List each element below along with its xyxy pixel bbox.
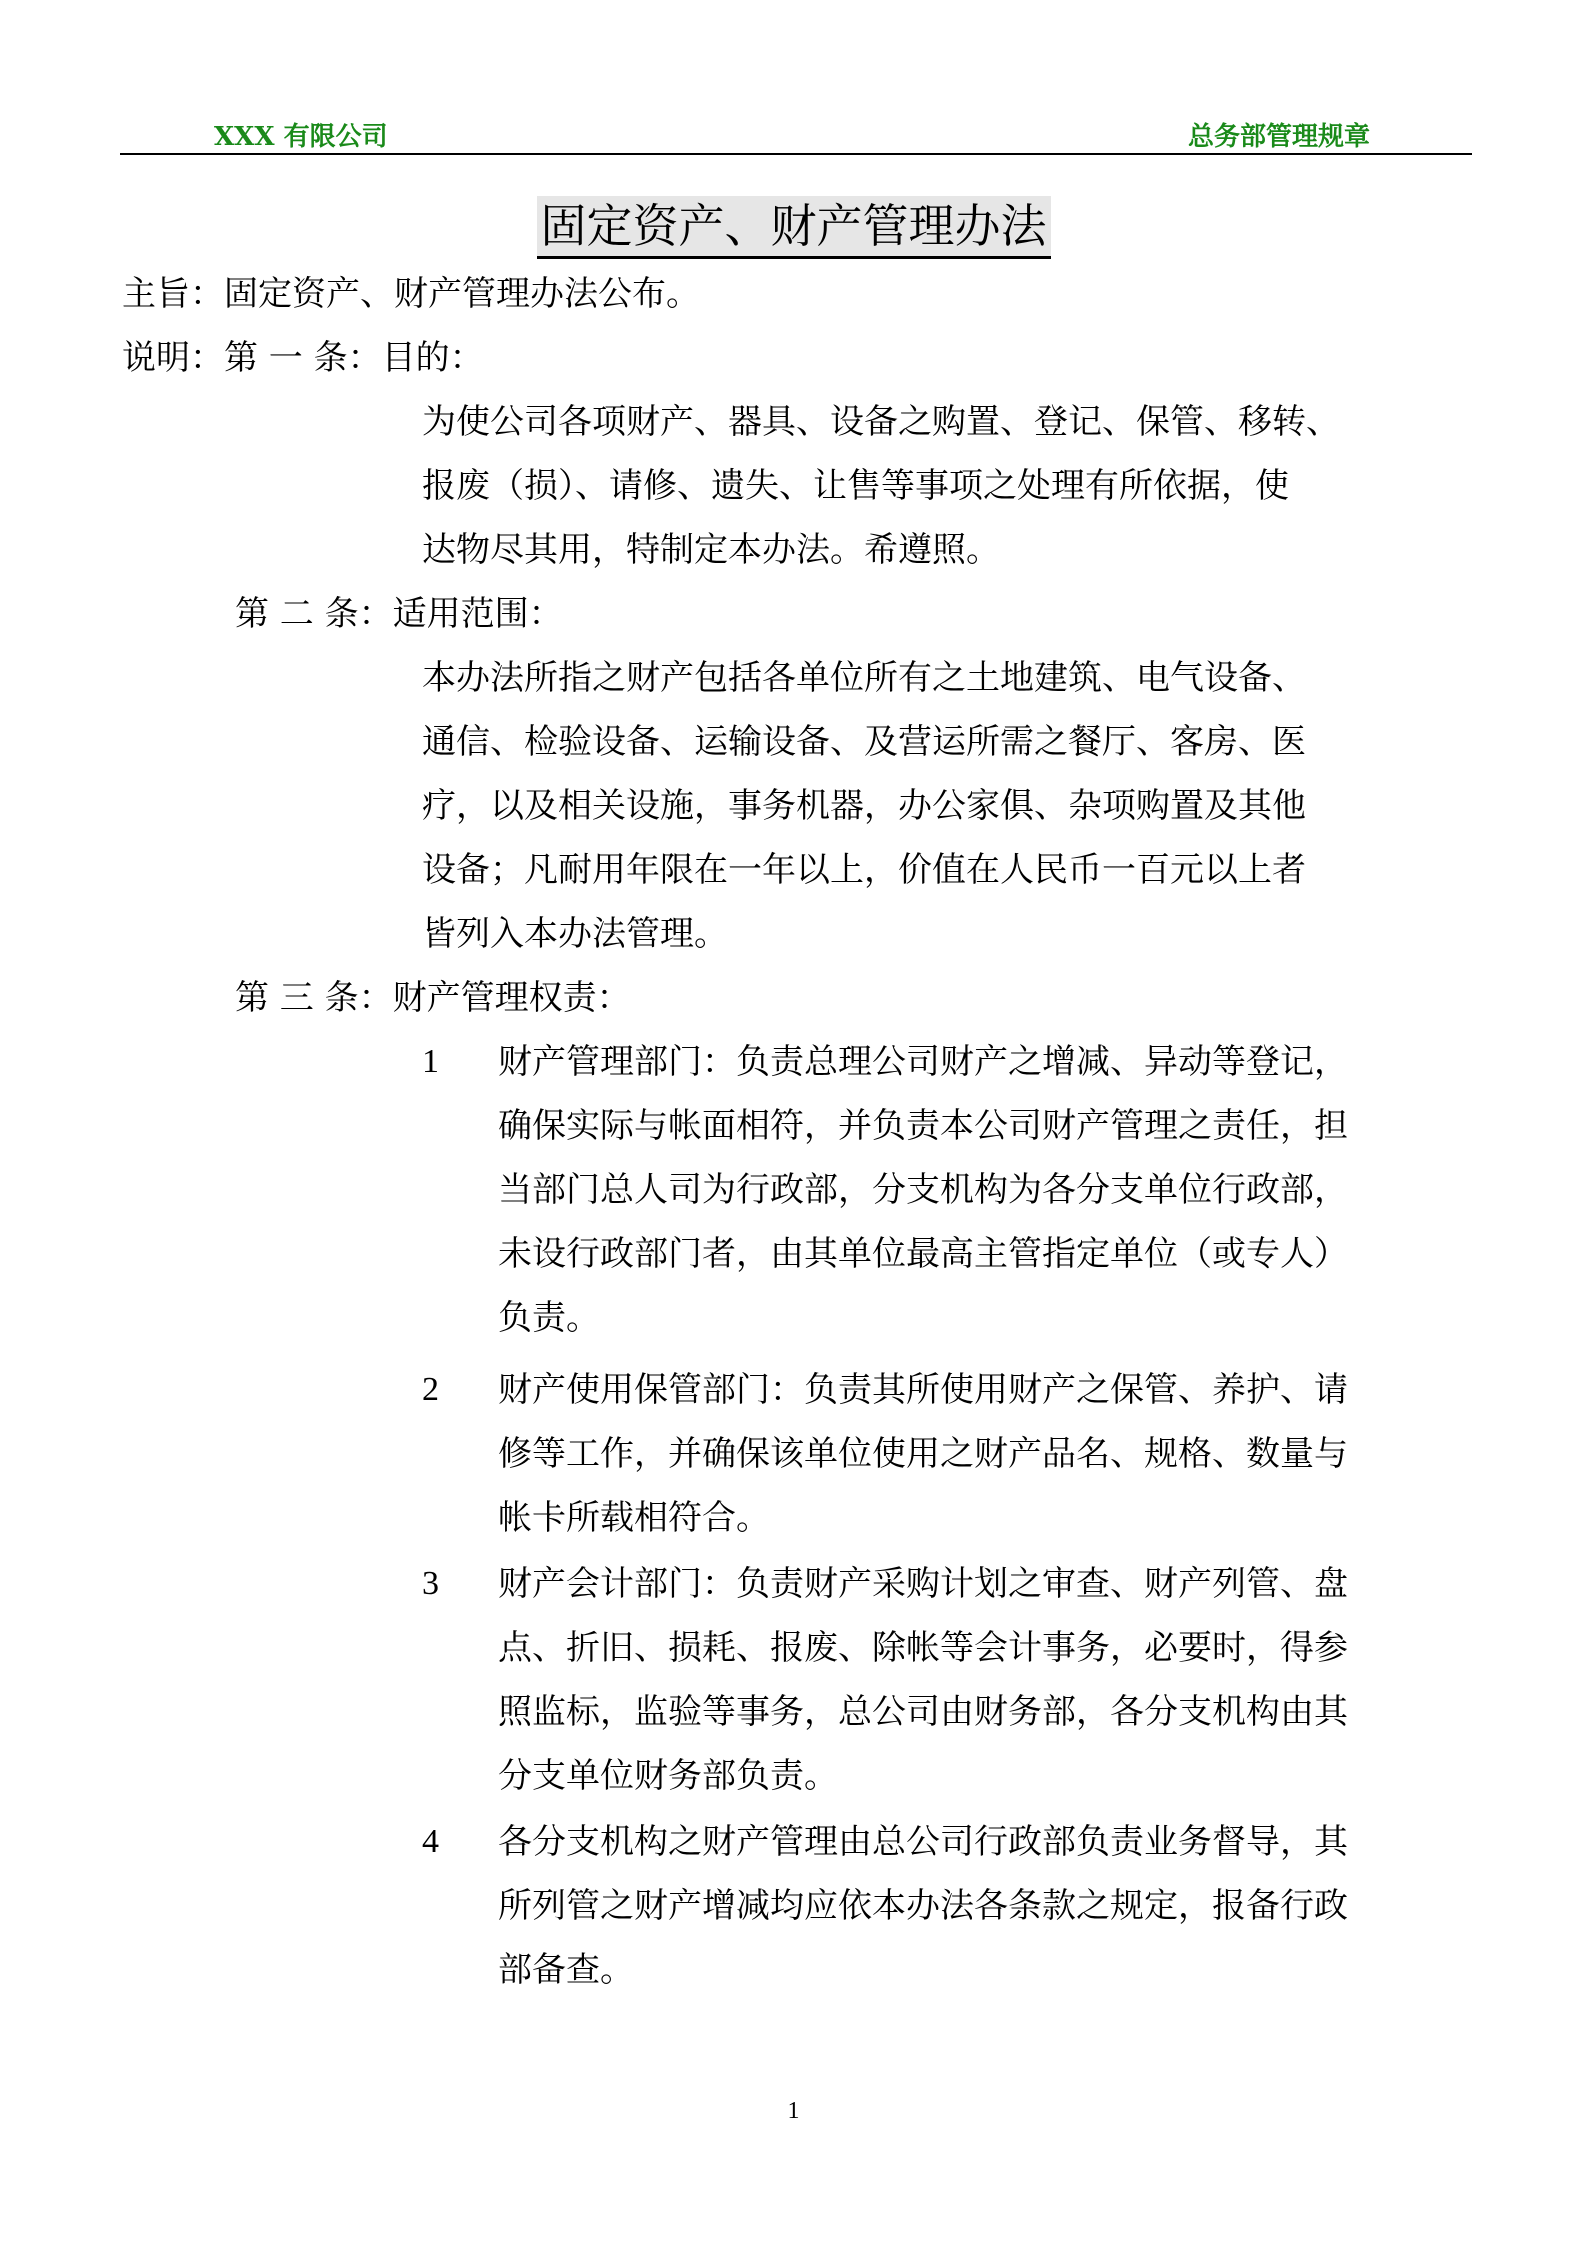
article-1-line: 达物尽其用，特制定本办法。希遵照。 [422,530,1000,570]
article-1-line: 报废（损）、请修、遗失、让售等事项之处理有所依据，使 [422,466,1289,506]
item-1-line: 未设行政部门者，由其单位最高主管指定单位（或专人） [498,1234,1348,1274]
item-1-line: 确保实际与帐面相符，并负责本公司财产管理之责任，担 [498,1106,1348,1146]
article-2-line: 疗，以及相关设施，事务机器，办公家俱、杂项购置及其他 [422,786,1306,826]
company-name: XXX 有限公司 [214,122,388,152]
article-1-heading: 说明：第 一 条：目的： [122,338,484,378]
article-2-line: 设备；凡耐用年限在一年以上，价值在人民币一百元以上者 [422,850,1306,890]
item-1-line: 当部门总人司为行政部，分支机构为各分支单位行政部， [498,1170,1348,1210]
item-number: 3 [422,1565,439,1602]
item-1-line: 负责。 [498,1298,600,1338]
article-2-heading: 第 二 条：适用范围： [235,594,563,634]
header-divider [120,153,1472,155]
item-3-line: 分支单位财务部负责。 [498,1756,838,1796]
item-4-line: 部备查。 [498,1950,634,1990]
item-3-line: 财产会计部门：负责财产采购计划之审查、财产列管、盘 [498,1564,1348,1604]
item-4-line: 各分支机构之财产管理由总公司行政部负责业务督导，其 [498,1822,1348,1862]
item-3-line: 照监标，监验等事务，总公司由财务部，各分支机构由其 [498,1692,1348,1732]
title-container [0,196,1587,259]
item-2-line: 修等工作，并确保该单位使用之财产品名、规格、数量与 [498,1434,1348,1474]
purpose-line: 主旨：固定资产、财产管理办法公布。 [122,274,700,314]
item-number: 2 [422,1371,439,1408]
article-1-line: 为使公司各项财产、器具、设备之购置、登记、保管、移转、 [422,402,1340,442]
page-header [120,112,1472,156]
article-3-heading: 第 三 条：财产管理权责： [235,978,631,1018]
item-1-line: 财产管理部门：负责总理公司财产之增减、异动等登记， [498,1042,1348,1082]
article-2-line: 皆列入本办法管理。 [422,914,728,954]
section-name: 总务部管理规章 [1187,122,1370,152]
item-4-line: 所列管之财产增减均应依本办法各条款之规定，报备行政 [498,1886,1348,1926]
item-number: 4 [422,1823,439,1860]
article-2-line: 通信、检验设备、运输设备、及营运所需之餐厅、客房、医 [422,722,1306,762]
page-number: 1 [787,2098,800,2124]
item-3-line: 点、折旧、损耗、报废、除帐等会计事务，必要时，得参 [498,1628,1348,1668]
article-2-line: 本办法所指之财产包括各单位所有之土地建筑、电气设备、 [422,658,1306,698]
document-title: 固定资产、财产管理办法 [537,196,1051,259]
item-number: 1 [422,1043,439,1080]
item-2-line: 帐卡所载相符合。 [498,1498,770,1538]
item-2-line: 财产使用保管部门：负责其所使用财产之保管、养护、请 [498,1370,1348,1410]
